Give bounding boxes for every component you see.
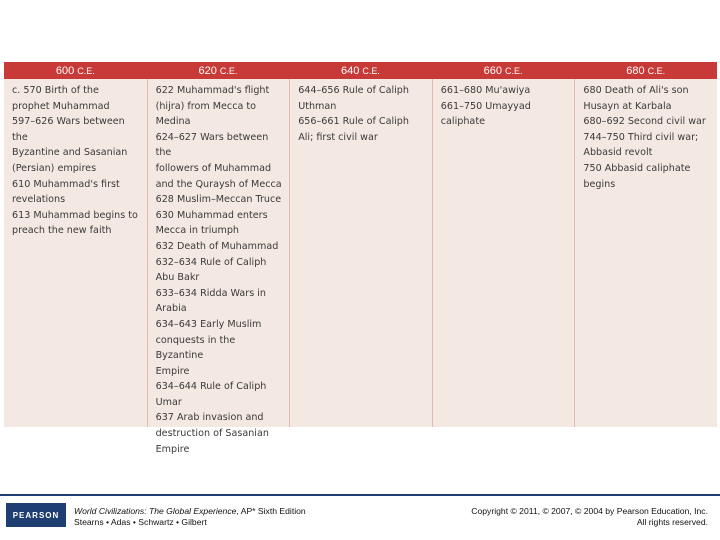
copyright-text: Copyright © 2011, © 2007, © 2004 by Pearson Education, Inc. [471,506,708,516]
column-640 [289,79,432,427]
header-era: C.E. [77,65,95,76]
logo-text: PEARSON [12,510,60,520]
footer-book-info [74,506,306,528]
column-entries: 644–656 Rule of Caliph Uthman 656–661 Rule of Caliph Ali; first civil war [298,85,409,143]
header-year: 660 [483,64,502,77]
header-era: C.E. [219,65,238,76]
column-entries: 661–680 Mu'awiya 661–750 Umayyad caliphate [440,85,531,128]
rights-text: All rights reserved. [636,517,708,527]
column-620 [147,79,290,455]
header-680 [574,62,717,79]
book-title: World Civilizations: The Global Experience [74,506,237,516]
column-entries: 622 Muhammad's flight (hijra) from Mecca to Medina 624–627 Wars between the followers of Muhammad and the Quraysh of Mecca 628 Muslim–Meccan Truce 630 Muhammad enters Mecca in triumph 632 Death of Muhammad 632–634 Rule of Caliph Abu Bakr 633–634 Ridda Wars in Arabia 634–643 Early Muslim conquests in the Byzantine Empire 634–644 Rule of Caliph Umar 637 Arab invasion and destruction of Sasanian Empire [155,85,282,455]
timeline-columns [4,79,717,455]
book-authors: Stearns • Adas • Schwartz • Gilbert [74,517,207,527]
timeline-table [4,62,717,455]
column-entries: c. 570 Birth of the prophet Muhammad 597–626 Wars between the Byzantine and Sasanian (Persian) empires 610 Muhammad's first revelations 613 Muhammad begins to preach the new faith [12,85,138,237]
header-year: 620 [198,64,217,77]
footer-copyright [471,506,708,528]
header-600 [4,62,147,79]
header-year: 600 [55,64,75,77]
header-660 [432,62,575,79]
header-era: C.E. [647,65,666,76]
column-660 [432,79,575,427]
header-era: C.E. [505,65,523,76]
header-era: C.E. [362,65,380,76]
footer-divider [0,494,720,496]
book-title-line [74,506,306,517]
book-edition: , AP* Sixth Edition [236,506,306,516]
column-entries: 680 Death of Ali's son Husayn at Karbala 680–692 Second civil war 744–750 Third civil war; Abbasid revolt 750 Abbasid caliphate begins [583,85,706,190]
header-640 [289,62,432,79]
header-year: 640 [341,64,360,77]
column-600 [4,79,147,427]
timeline-header-row [4,62,717,79]
pearson-logo [6,503,66,527]
column-680 [574,79,717,427]
header-year: 680 [626,64,645,77]
header-620 [147,62,290,79]
